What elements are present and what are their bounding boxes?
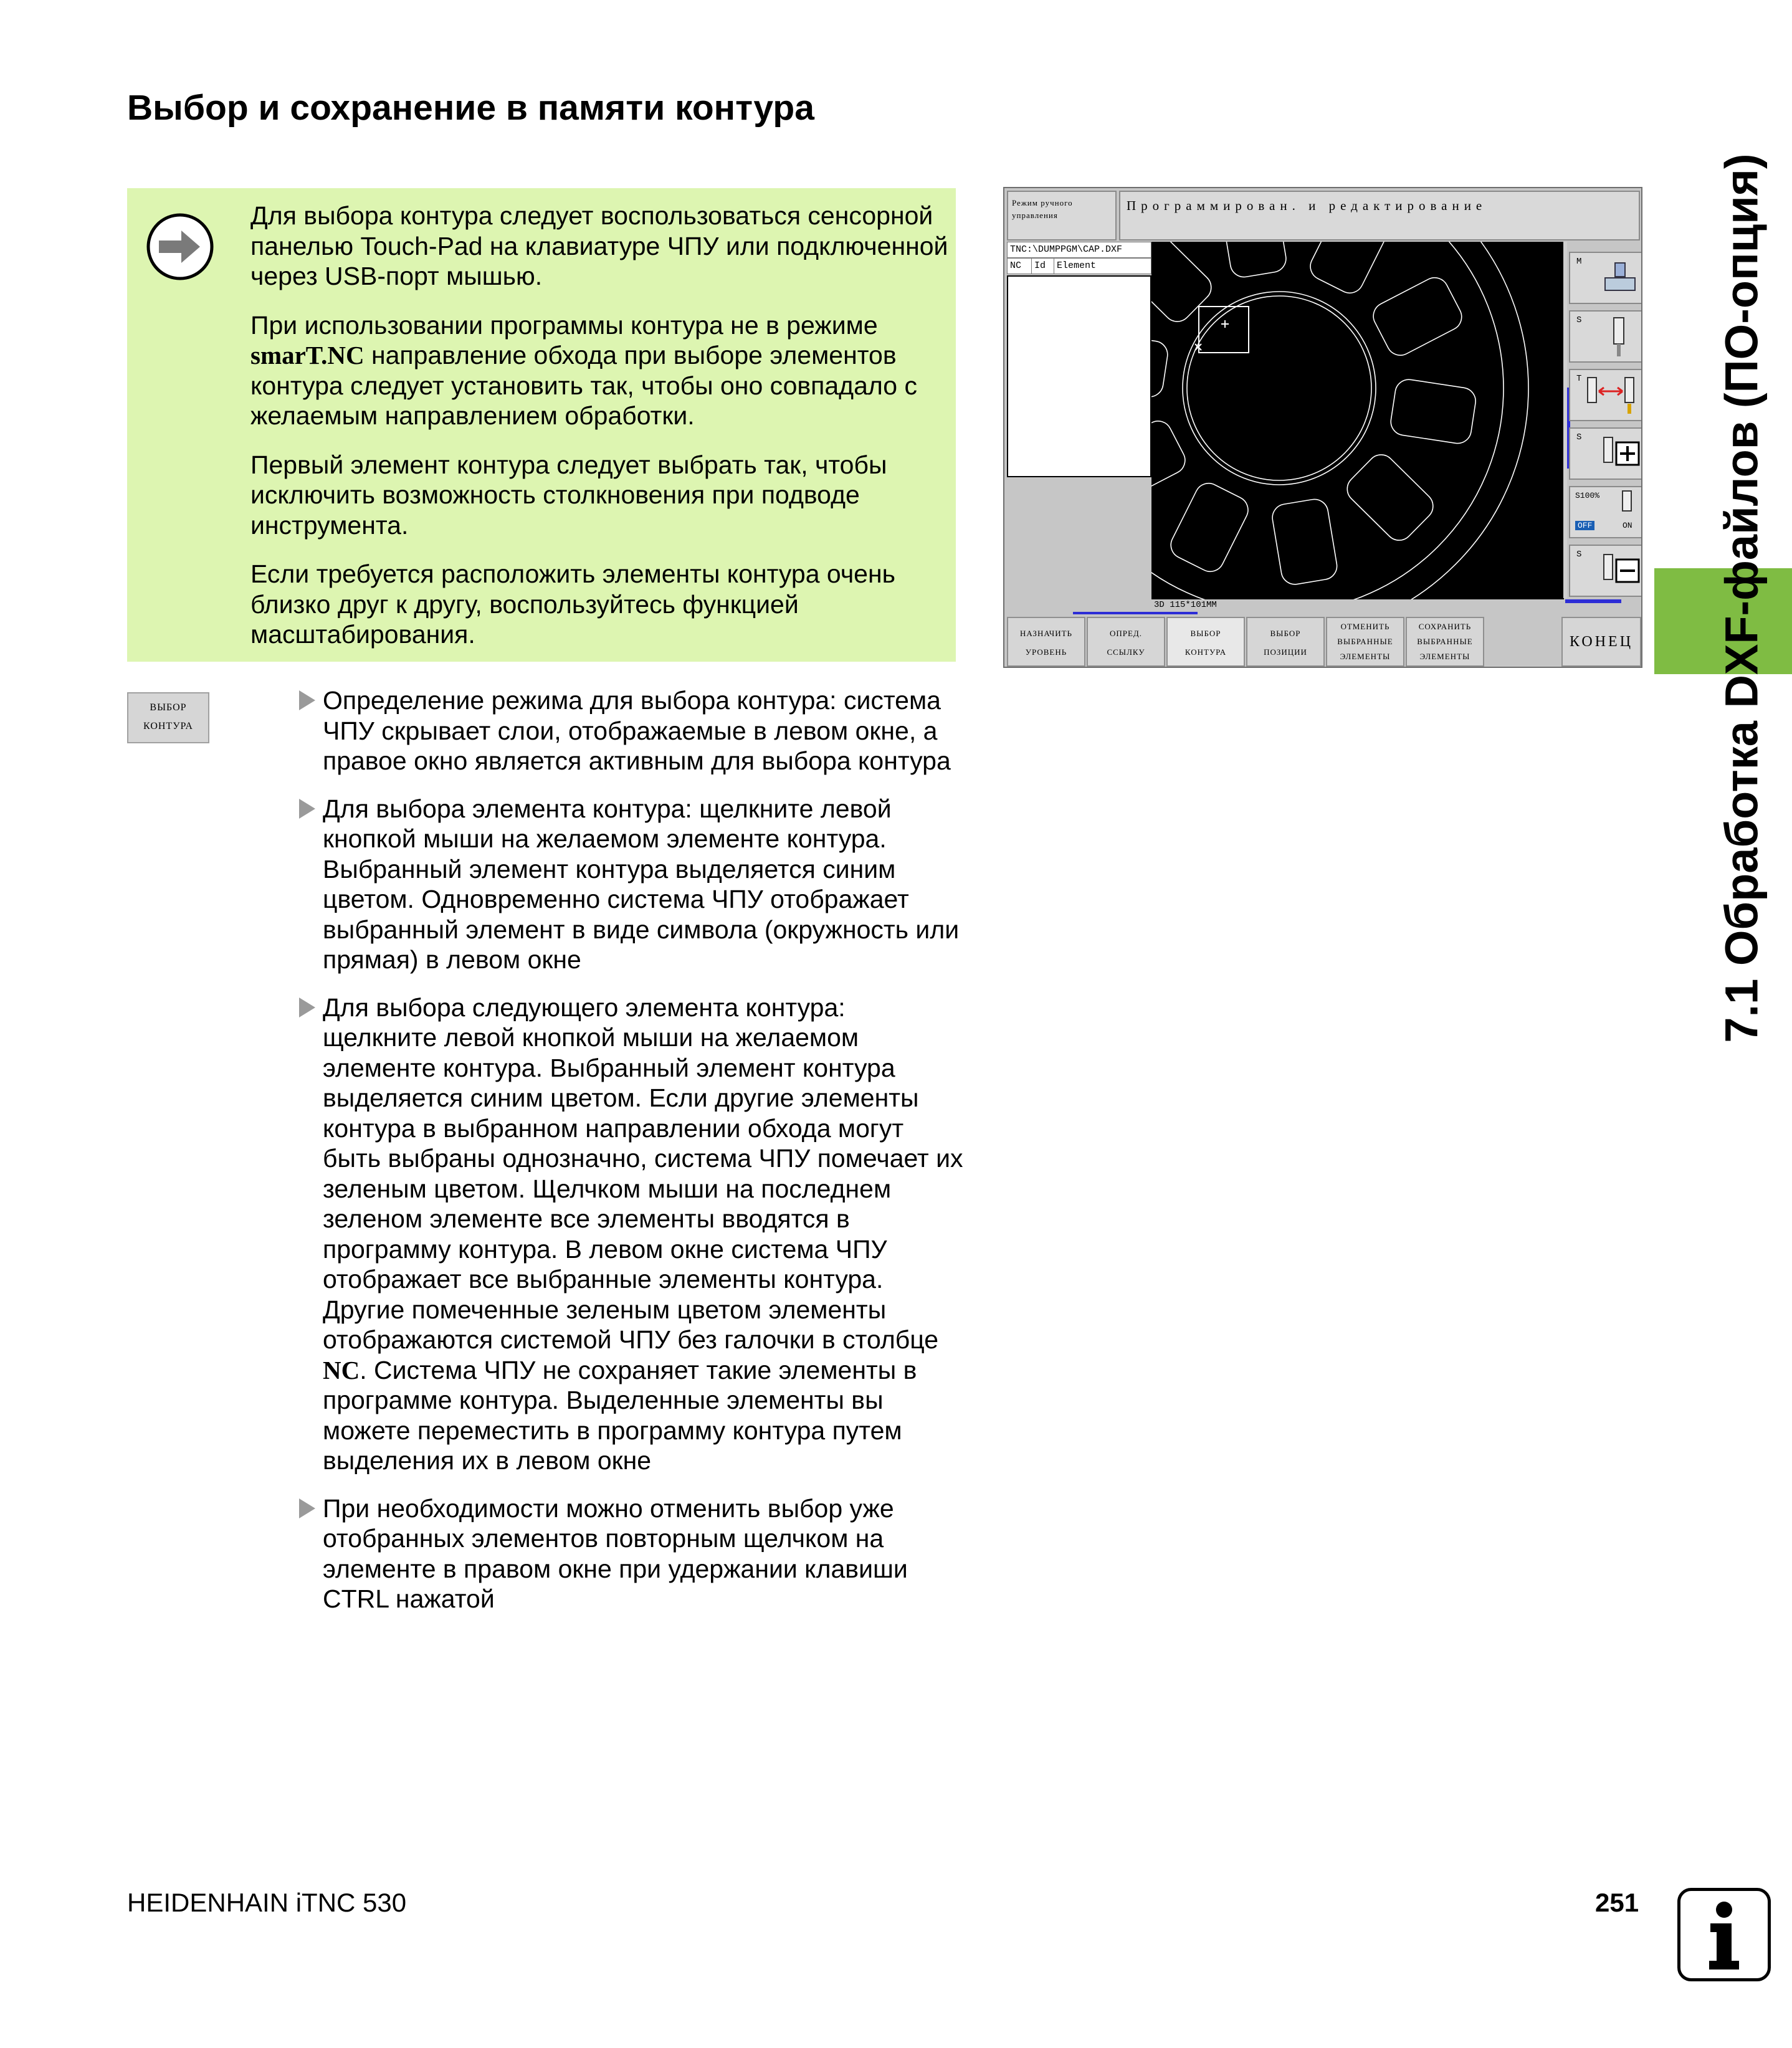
list-item: [298, 993, 965, 1476]
tool-icon: [1606, 315, 1631, 360]
screen-softkey[interactable]: [1326, 617, 1404, 667]
step-text: Определение режима для выбора контура: система ЧПУ скрывает слои, отображаемые в левом окне, а правое окно является активным для выбора контура: [323, 686, 951, 775]
column-header-nc[interactable]: NC: [1010, 260, 1022, 271]
screen-softkey[interactable]: [1087, 617, 1165, 667]
pocket-contour[interactable]: [1151, 331, 1170, 398]
scroll-accent: [1565, 599, 1621, 603]
screen-softkey[interactable]: [1246, 617, 1325, 667]
on-label: ON: [1623, 521, 1632, 530]
softkey-line: ВЫБОР: [1270, 629, 1301, 638]
screen-softkey[interactable]: [1007, 617, 1085, 667]
column-header-id[interactable]: Id: [1031, 259, 1046, 274]
pocket-contour[interactable]: [1219, 242, 1288, 279]
softkey-line: ОПРЕД.: [1109, 629, 1143, 638]
wheel-pockets: [1151, 242, 1477, 586]
triangle-bullet-icon: [299, 998, 315, 1017]
nc-term: NC: [323, 1355, 360, 1384]
softkey-line: УРОВЕНЬ: [1025, 647, 1067, 657]
spindle-m-icon: [1601, 262, 1639, 299]
triangle-bullet-icon: [299, 690, 315, 710]
screen-softkey[interactable]: [1406, 617, 1484, 667]
softkey-line: ВЫБОР: [150, 702, 187, 713]
note-paragraph: Первый элемент контура следует выбрать так, чтобы исключить возможность столкновения при подводе инструмента.: [250, 450, 887, 540]
page-number: 251: [1595, 1888, 1639, 1917]
softkey-line: НАЗНАЧИТЬ: [1019, 629, 1072, 638]
softkey-line: ПОЗИЦИИ: [1264, 647, 1307, 657]
operating-mode-panel: [1007, 191, 1117, 241]
smartnc-term: smarT.NC: [250, 341, 365, 369]
note-text-part: При использовании программы контура не в режиме: [250, 310, 878, 340]
step-text: Для выбора элемента контура: щелкните левой кнопкой мыши на желаемом элементе контура. Выбранный элемент контура выделяется синим цветом. Одновременно система ЧПУ отображает выбранный элемент в виде символа (окружность или прямая) в левом окне: [323, 794, 960, 974]
list-header: [1007, 258, 1151, 274]
softkey-line: ССЫЛКУ: [1107, 647, 1145, 657]
column-header-element[interactable]: Element: [1054, 259, 1096, 274]
note-paragraph: Если требуется расположить элементы контура очень близко друг к другу, воспользуйтесь функцией масштабирования.: [250, 560, 895, 649]
s100-label: S100%: [1575, 491, 1600, 500]
info-icon: [1677, 1888, 1771, 1981]
program-mode-header: Программирован. и редактирование: [1119, 191, 1640, 241]
note-paragraph: [250, 310, 948, 431]
softkey-line: ЭЛЕМЕНТЫ: [1419, 652, 1470, 661]
pocket-contour[interactable]: [1270, 497, 1339, 586]
step-text: Для выбора следующего элемента контура: щелкните левой кнопкой мыши на желаемом элементе контура. Выбранный элемент контура выделяется синим цветом. Если другие элементы контура в выбранном направлении обхода могут быть выбраны однозначно, система ЧПУ помечает их зеленым цветом. Щелчком мыши на последнем зеленом элементе все элементы вводятся в программу контура. В левом окне система ЧПУ отображает все выбранные элементы контура. Другие помеченные зеленым цветом элементы отображаются системой ЧПУ без галочки в столбце: [323, 993, 963, 1354]
list-item: [298, 685, 965, 776]
dxf-drawing-view[interactable]: [1151, 242, 1564, 599]
pocket-contour[interactable]: [1306, 242, 1393, 298]
arrow-right-icon: [145, 212, 215, 282]
list-item: [298, 794, 965, 975]
note-paragraph: Для выбора контура следует воспользоваться сенсорной панелью Touch-Pad на клавиатуре ЧПУ или подключенной через USB-порт мышью.: [250, 201, 948, 290]
mode-line: управления: [1012, 211, 1058, 220]
triangle-bullet-icon: [299, 1498, 315, 1518]
s-label: S: [1576, 432, 1582, 442]
softkey-line: КОНТУРА: [143, 721, 193, 731]
plus-icon: [1601, 434, 1641, 474]
note-text-part: направление обхода при выборе элементов контура следует установить так, чтобы оно совпадало с желаемым направлением обработки.: [250, 341, 917, 430]
s-label: S: [1576, 550, 1582, 560]
tool-change-icon: [1581, 374, 1641, 419]
softkey-line: КОНТУРА: [1184, 647, 1227, 657]
dxf-drawing: [1151, 242, 1564, 599]
page-title: Выбор и сохранение в памяти контура: [127, 88, 814, 128]
softkey-line: ОТМЕНИТЬ: [1340, 622, 1390, 631]
footer-product: HEIDENHAIN iTNC 530: [127, 1888, 407, 1917]
step-text: . Система ЧПУ не сохраняет такие элементы в программе контура. Выделенные элементы вы можете переместить в программу контура путем выделения их в левом окне: [323, 1355, 917, 1475]
end-softkey[interactable]: КОНЕЦ: [1561, 617, 1641, 667]
t-tool-softkey[interactable]: [1569, 369, 1642, 421]
progress-accent: [1073, 612, 1198, 614]
softkey-line: ВЫБРАННЫЕ: [1417, 637, 1473, 646]
s-spindle-softkey[interactable]: [1569, 310, 1642, 363]
pocket-contour[interactable]: [1369, 273, 1467, 360]
spindle-minus-softkey[interactable]: [1569, 545, 1642, 597]
pocket-contour[interactable]: [1342, 449, 1439, 546]
softkey-line: ВЫБРАННЫЕ: [1337, 637, 1393, 646]
tnc-screenshot: [1003, 187, 1642, 668]
tool-small-icon: [1618, 490, 1636, 520]
steps-list: [298, 685, 965, 1632]
softkey-line: СОХРАНИТЬ: [1418, 622, 1472, 631]
info-glyph-icon: [1680, 1891, 1768, 1978]
pocket-contour[interactable]: [1389, 378, 1477, 445]
softkey-line: ВЫБОР: [1190, 629, 1221, 638]
softkey-line: ЭЛЕМЕНТЫ: [1340, 652, 1391, 661]
screen-softkey[interactable]: [1166, 617, 1245, 667]
mode-line: Режим ручного: [1012, 198, 1073, 207]
note-text: [250, 201, 948, 669]
spindle-plus-softkey[interactable]: [1569, 427, 1642, 480]
select-contour-softkey: [127, 692, 209, 743]
s-label: S: [1576, 315, 1582, 325]
pocket-contour[interactable]: [1151, 416, 1189, 503]
t-label: T: [1576, 374, 1582, 384]
status-line: 3D 115*101MM: [1151, 599, 1566, 611]
off-badge: OFF: [1575, 521, 1594, 530]
step-text: При необходимости можно отменить выбор уже отобранных элементов повторным щелчком на элементе в правом окне при удержании клавиши CTRL нажатой: [323, 1493, 908, 1613]
minus-icon: [1601, 551, 1641, 591]
pocket-contour[interactable]: [1166, 479, 1253, 576]
chapter-title: 7.1 Обработка DXF-файлов (ПО-опция): [1715, 153, 1768, 1043]
m-function-softkey[interactable]: [1569, 252, 1642, 304]
list-item: [298, 1493, 965, 1614]
spindle-override-softkey[interactable]: [1569, 486, 1642, 538]
file-path: TNC:\DUMPPGM\CAP.DXF: [1007, 242, 1151, 258]
element-list[interactable]: [1007, 275, 1151, 477]
m-label: M: [1576, 257, 1582, 267]
triangle-bullet-icon: [299, 799, 315, 819]
pocket-contour[interactable]: [1151, 242, 1217, 327]
